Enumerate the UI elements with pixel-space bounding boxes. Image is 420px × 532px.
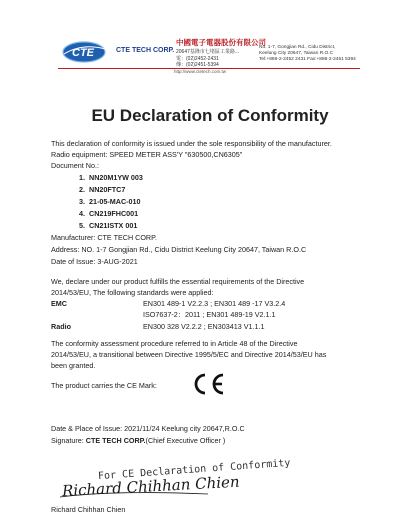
declaration-line2: 2014/53/EU, The following standards were applied: — [51, 288, 214, 297]
emc-label: EMC — [51, 299, 67, 308]
company-name-chinese: 中國電子電器股份有限公司 — [176, 38, 266, 47]
fax-chinese: 傳：(02)2451-5394 — [176, 62, 219, 68]
radio-label: Radio — [51, 322, 71, 331]
website: http://www.ctetech.com.tw — [174, 69, 227, 74]
signature-line: Signature: CTE TECH CORP.(Chief Executive Officer ) — [51, 436, 226, 445]
assessment-line1: The conformity assessment procedure referred to in Article 48 of the Directive — [51, 339, 298, 348]
document-item: 3. 21-05-MAC-010 — [79, 197, 141, 206]
tel-chinese: 電：(02)2452-2431 — [176, 56, 219, 62]
manufacturer: Manufacturer: CTE TECH CORP. — [51, 233, 157, 242]
date-of-issue: Date of Issue: 3-AUG-2021 — [51, 257, 138, 266]
handwritten-signature: Richard Chihhan Chien — [61, 472, 241, 500]
ce-mark-text: The product carries the CE Mark: — [51, 381, 157, 390]
place-of-issue: Date & Place of Issue: 2021/11/24 Keelung city 20647,R.O.C — [51, 424, 245, 433]
document-no-label: Document No.: — [51, 161, 99, 170]
address-chinese: 20647基隆市七堵區工業路... — [176, 49, 240, 55]
stamp-text: For CE Declaration of Conformity — [97, 457, 291, 483]
document-item: 2. NN20FTC7 — [79, 185, 126, 194]
emc-standards-line2: ISO7637-2：2011 ; EN301 489-19 V2.1.1 — [143, 310, 276, 319]
declaration-line1: We, declare under our product fulfills the essential requirements of the Directive — [51, 277, 305, 286]
logo-text: CTE — [72, 47, 94, 59]
emc-standards-line1: EN301 489-1 V2.2.3 ; EN301 489 -17 V3.2.4 — [143, 299, 286, 308]
ce-mark-icon — [190, 372, 228, 396]
assessment-line3: been granted. — [51, 361, 96, 370]
address-english-line1: No. 1-7, Gongjian Rd., Cidu District, — [259, 45, 336, 50]
letterhead — [0, 0, 420, 80]
document-item: 1. NN20M1YW 003 — [79, 173, 143, 182]
radio-equipment: Radio equipment: SPEED METER ASS'Y "630500,CN6305" — [51, 150, 243, 159]
address: Address: NO. 1-7 Gongjian Rd., Cidu District Keelung City 20647, Taiwan R.O.C — [51, 245, 307, 254]
signature-image — [58, 457, 291, 504]
intro-text: This declaration of conformity is issued under the sole responsibility of the manufacturer. — [51, 139, 332, 148]
radio-standards: EN300 328 V2.2.2 ; EN303413 V1.1.1 — [143, 322, 265, 331]
phone-fax-english: Tel:+886-2-2452 2431 Fax:+886-2-2451 5394 — [259, 57, 356, 62]
signer-name: Richard Chihhan Chien — [51, 505, 126, 514]
document-item: 5. CN21ISTX 001 — [79, 221, 138, 230]
corp-name: CTE TECH CORP. — [116, 47, 175, 54]
page-title: EU Declaration of Conformity — [91, 106, 329, 125]
address-english-line2: Keelung City 20647, Taiwan R.O.C — [259, 51, 334, 56]
document-item: 4. CN219FHC001 — [79, 209, 139, 218]
assessment-line2: 2014/53/EU, a transitional between Directive 1995/5/EC and Directive 2014/53/EU has — [51, 350, 327, 359]
